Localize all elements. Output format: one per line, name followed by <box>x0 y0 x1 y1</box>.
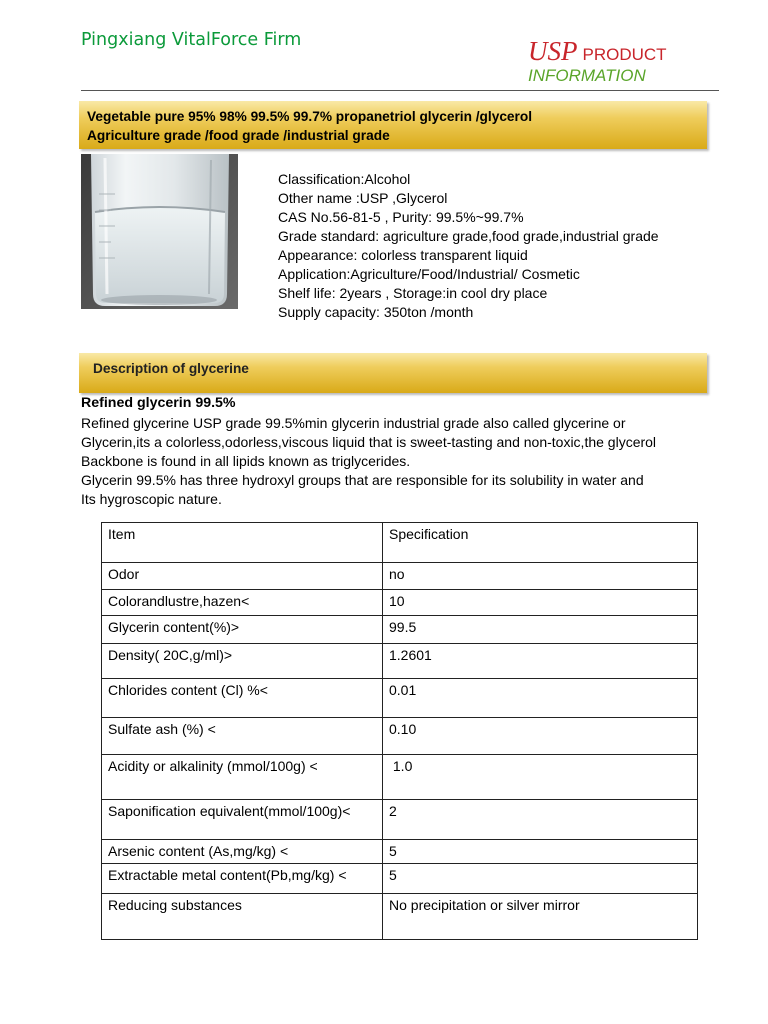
table-cell-value: 1.0 <box>383 755 698 800</box>
table-cell-value: 2 <box>383 800 698 840</box>
table-row <box>102 800 698 840</box>
spec-application: Application:Agriculture/Food/Industrial/ Cosmetic <box>278 266 580 282</box>
firm-name: Pingxiang VitalForce Firm <box>81 30 302 50</box>
table-cell-item: Sulfate ash (%) < <box>102 718 383 755</box>
table-row <box>102 644 698 679</box>
table-row <box>102 718 698 755</box>
table-cell-item: Acidity or alkalinity (mmol/100g) < <box>102 755 383 800</box>
product-specs-list <box>278 170 668 322</box>
table-cell-item: Colorandlustre,hazen< <box>102 590 383 616</box>
table-cell-item: Saponification equivalent(mmol/100g)< <box>102 800 383 840</box>
table-header-specification: Specification <box>383 523 698 563</box>
table-cell-value: 0.10 <box>383 718 698 755</box>
product-title-line-1: Vegetable pure 95% 98% 99.5% 99.7% propanetriol glycerin /glycerol <box>87 109 533 124</box>
table-cell-value: 5 <box>383 864 698 894</box>
table-row <box>102 679 698 718</box>
table-cell-value: No precipitation or silver mirror <box>383 894 698 940</box>
table-row <box>102 616 698 644</box>
spec-supply-capacity: Supply capacity: 350ton /month <box>278 304 474 320</box>
glycerin-beaker-photo <box>81 154 238 309</box>
product-title-banner <box>79 101 707 149</box>
header-divider <box>81 90 719 91</box>
table-cell-value: 10 <box>383 590 698 616</box>
table-cell-value: 0.01 <box>383 679 698 718</box>
description-line: Its hygroscopic nature. <box>81 491 222 507</box>
spec-cas-purity: CAS No.56-81-5 , Purity: 99.5%~99.7% <box>278 209 524 225</box>
table-cell-value: 99.5 <box>383 616 698 644</box>
table-cell-item: Glycerin content(%)> <box>102 616 383 644</box>
table-row <box>102 563 698 590</box>
specification-table <box>101 522 698 940</box>
spec-classification: Classification:Alcohol <box>278 171 411 187</box>
spec-appearance: Appearance: colorless transparent liquid <box>278 247 528 263</box>
description-line: Refined glycerine USP grade 99.5%min glycerin industrial grade also called glycerine or <box>81 415 626 431</box>
beaker-image <box>81 154 238 309</box>
table-cell-value: 5 <box>383 840 698 864</box>
spec-other-name: Other name :USP ,Glycerol <box>278 190 448 206</box>
table-cell-item: Chlorides content (Cl) %< <box>102 679 383 718</box>
description-line: Glycerin 99.5% has three hydroxyl groups that are responsible for its solubility in water and <box>81 472 644 488</box>
description-line: Glycerin,its a colorless,odorless,viscous liquid that is sweet-tasting and non-toxic,the glycerol <box>81 434 657 450</box>
table-row <box>102 840 698 864</box>
table-cell-item: Extractable metal content(Pb,mg/kg) < <box>102 864 383 894</box>
table-header-item: Item <box>102 523 383 563</box>
table-cell-item: Density( 20C,g/ml)> <box>102 644 383 679</box>
description-title: Refined glycerin 99.5% <box>81 395 236 411</box>
table-cell-item: Odor <box>102 563 383 590</box>
table-cell-value: 1.2601 <box>383 644 698 679</box>
description-body <box>81 414 721 509</box>
table-row <box>102 894 698 940</box>
table-cell-value: no <box>383 563 698 590</box>
usp-label: USP <box>528 36 578 66</box>
description-heading: Description of glycerine <box>93 361 249 376</box>
product-label: PRODUCT <box>582 45 667 64</box>
spec-shelf-life: Shelf life: 2years , Storage:in cool dry place <box>278 285 548 301</box>
table-cell-item: Reducing substances <box>102 894 383 940</box>
description-banner <box>79 353 707 393</box>
spec-grade-standard: Grade standard: agriculture grade,food grade,industrial grade <box>278 228 659 244</box>
table-header-row <box>102 523 698 563</box>
table-row <box>102 590 698 616</box>
table-row <box>102 864 698 894</box>
description-line: Backbone is found in all lipids known as triglycerides. <box>81 453 411 469</box>
table-row <box>102 755 698 800</box>
table-cell-item: Arsenic content (As,mg/kg) < <box>102 840 383 864</box>
usp-product-information <box>528 36 667 85</box>
information-label: INFORMATION <box>528 66 646 85</box>
product-title-line-2: Agriculture grade /food grade /industrial grade <box>87 128 390 143</box>
